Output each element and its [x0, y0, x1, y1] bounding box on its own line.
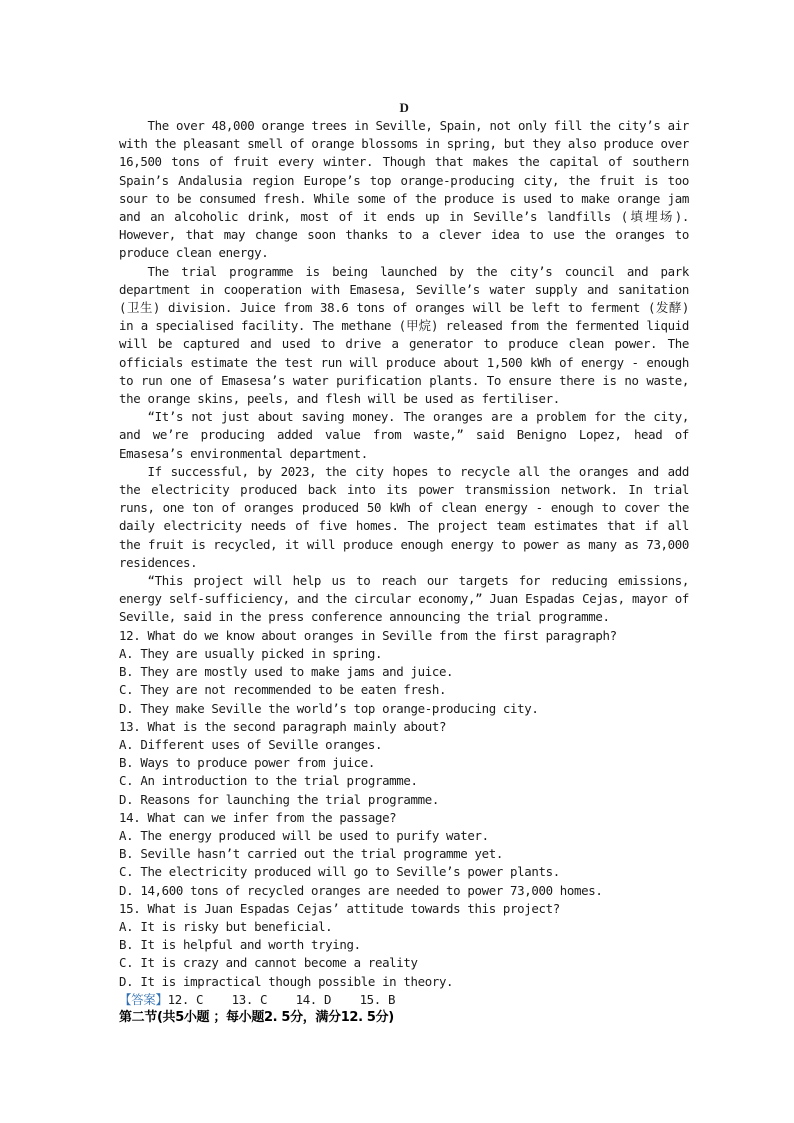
question-stem: 14. What can we infer from the passage? [119, 809, 397, 825]
question-13 [119, 718, 689, 809]
option-b: B. Seville hasn’t carried out the trial programme yet. [119, 846, 503, 862]
option-c: C. The electricity produced will go to Seville’s power plants. [119, 864, 560, 880]
option-a: A. It is risky but beneficial. [119, 918, 333, 934]
passage-paragraph-5: “This project will help us to reach our targets for reducing emissions, energy self-sufficiency, and the circular economy,” Juan Espadas Cejas, mayor of Seville, said in the press conference announcing the trial programme. [119, 573, 689, 625]
passage-paragraph-2: The trial programme is being launched by the city’s council and park department in cooperation with Emasesa, Seville’s water supply and sanitation (卫生) division. Juice from 38.6 tons of oranges will be left to ferment (发酵) in a specialised facility. The methane (甲烷) released from the fermented liquid will be captured and used to drive a generator to produce clean power. The officials estimate the test run will produce about 1,500 kWh of energy - enough to run one of Emasesa’s water purification plants. To ensure there is no waste, the orange skins, peels, and flesh will be used as fertiliser. [119, 263, 689, 407]
option-d: D. 14,600 tons of recycled oranges are needed to power 73,000 homes. [119, 882, 603, 898]
option-c: C. They are not recommended to be eaten fresh. [119, 682, 447, 698]
passage-paragraph-4: If successful, by 2023, the city hopes to recycle all the oranges and add the electricity produced back into its power transmission network. In trial runs, one ton of oranges produced 50 kWh of clean energy - enough to cover the daily electricity needs of five homes. The project team estimates that if all the fruit is recycled, it will produce enough energy to power as many as 73,000 residences. [119, 463, 689, 570]
option-b: B. It is helpful and worth trying. [119, 937, 361, 953]
option-b: B. They are mostly used to make jams and juice. [119, 664, 454, 680]
question-stem: 12. What do we know about oranges in Seville from the first paragraph? [119, 627, 617, 643]
option-d: D. It is impractical though possible in theory. [119, 973, 454, 989]
question-stem: 15. What is Juan Espadas Cejas’ attitude towards this project? [119, 900, 560, 916]
exam-page [119, 99, 689, 1027]
question-12 [119, 627, 689, 718]
option-d: D. They make Seville the world’s top orange-producing city. [119, 700, 539, 716]
passage-label: D [399, 100, 409, 115]
option-b: B. Ways to produce power from juice. [119, 755, 375, 771]
option-c: C. An introduction to the trial programme. [119, 773, 418, 789]
option-d: D. Reasons for launching the trial programme. [119, 791, 439, 807]
answer-tag: 【答案】 [119, 991, 168, 1007]
passage-paragraph-3: “It’s not just about saving money. The oranges are a problem for the city, and we’re producing added value from waste,” said Benigno Lopez, head of Emasesa’s environmental department. [119, 409, 689, 461]
section-heading: 第二节(共5小题 ；每小题2. 5分，满分12. 5分) [119, 1009, 394, 1025]
option-a: A. Different uses of Seville oranges. [119, 736, 383, 752]
option-a: A. The energy produced will be used to purify water. [119, 827, 489, 843]
answer-values: 12. C 13. C 14. D 15. B [167, 991, 396, 1007]
answer-key [119, 991, 689, 1009]
question-stem: 13. What is the second paragraph mainly about? [119, 718, 447, 734]
question-15 [119, 900, 689, 991]
option-c: C. It is crazy and cannot become a reality [119, 955, 418, 971]
passage-paragraph-1: The over 48,000 orange trees in Seville, Spain, not only fill the city’s air with the pleasant smell of orange blossoms in spring, but they also produce over 16,500 tons of fruit every winter. Though that makes the capital of southern Spain’s Andalusia region Europe’s top orange-producing city, the fruit is too sour to be consumed fresh. While some of the produce is used to make orange jam and an alcoholic drink, most of it ends up in Seville’s landfills (填埋场). However, that may change soon thanks to a clever idea to use the oranges to produce clean energy. [119, 118, 689, 261]
option-a: A. They are usually picked in spring. [119, 645, 383, 661]
question-14 [119, 809, 689, 900]
